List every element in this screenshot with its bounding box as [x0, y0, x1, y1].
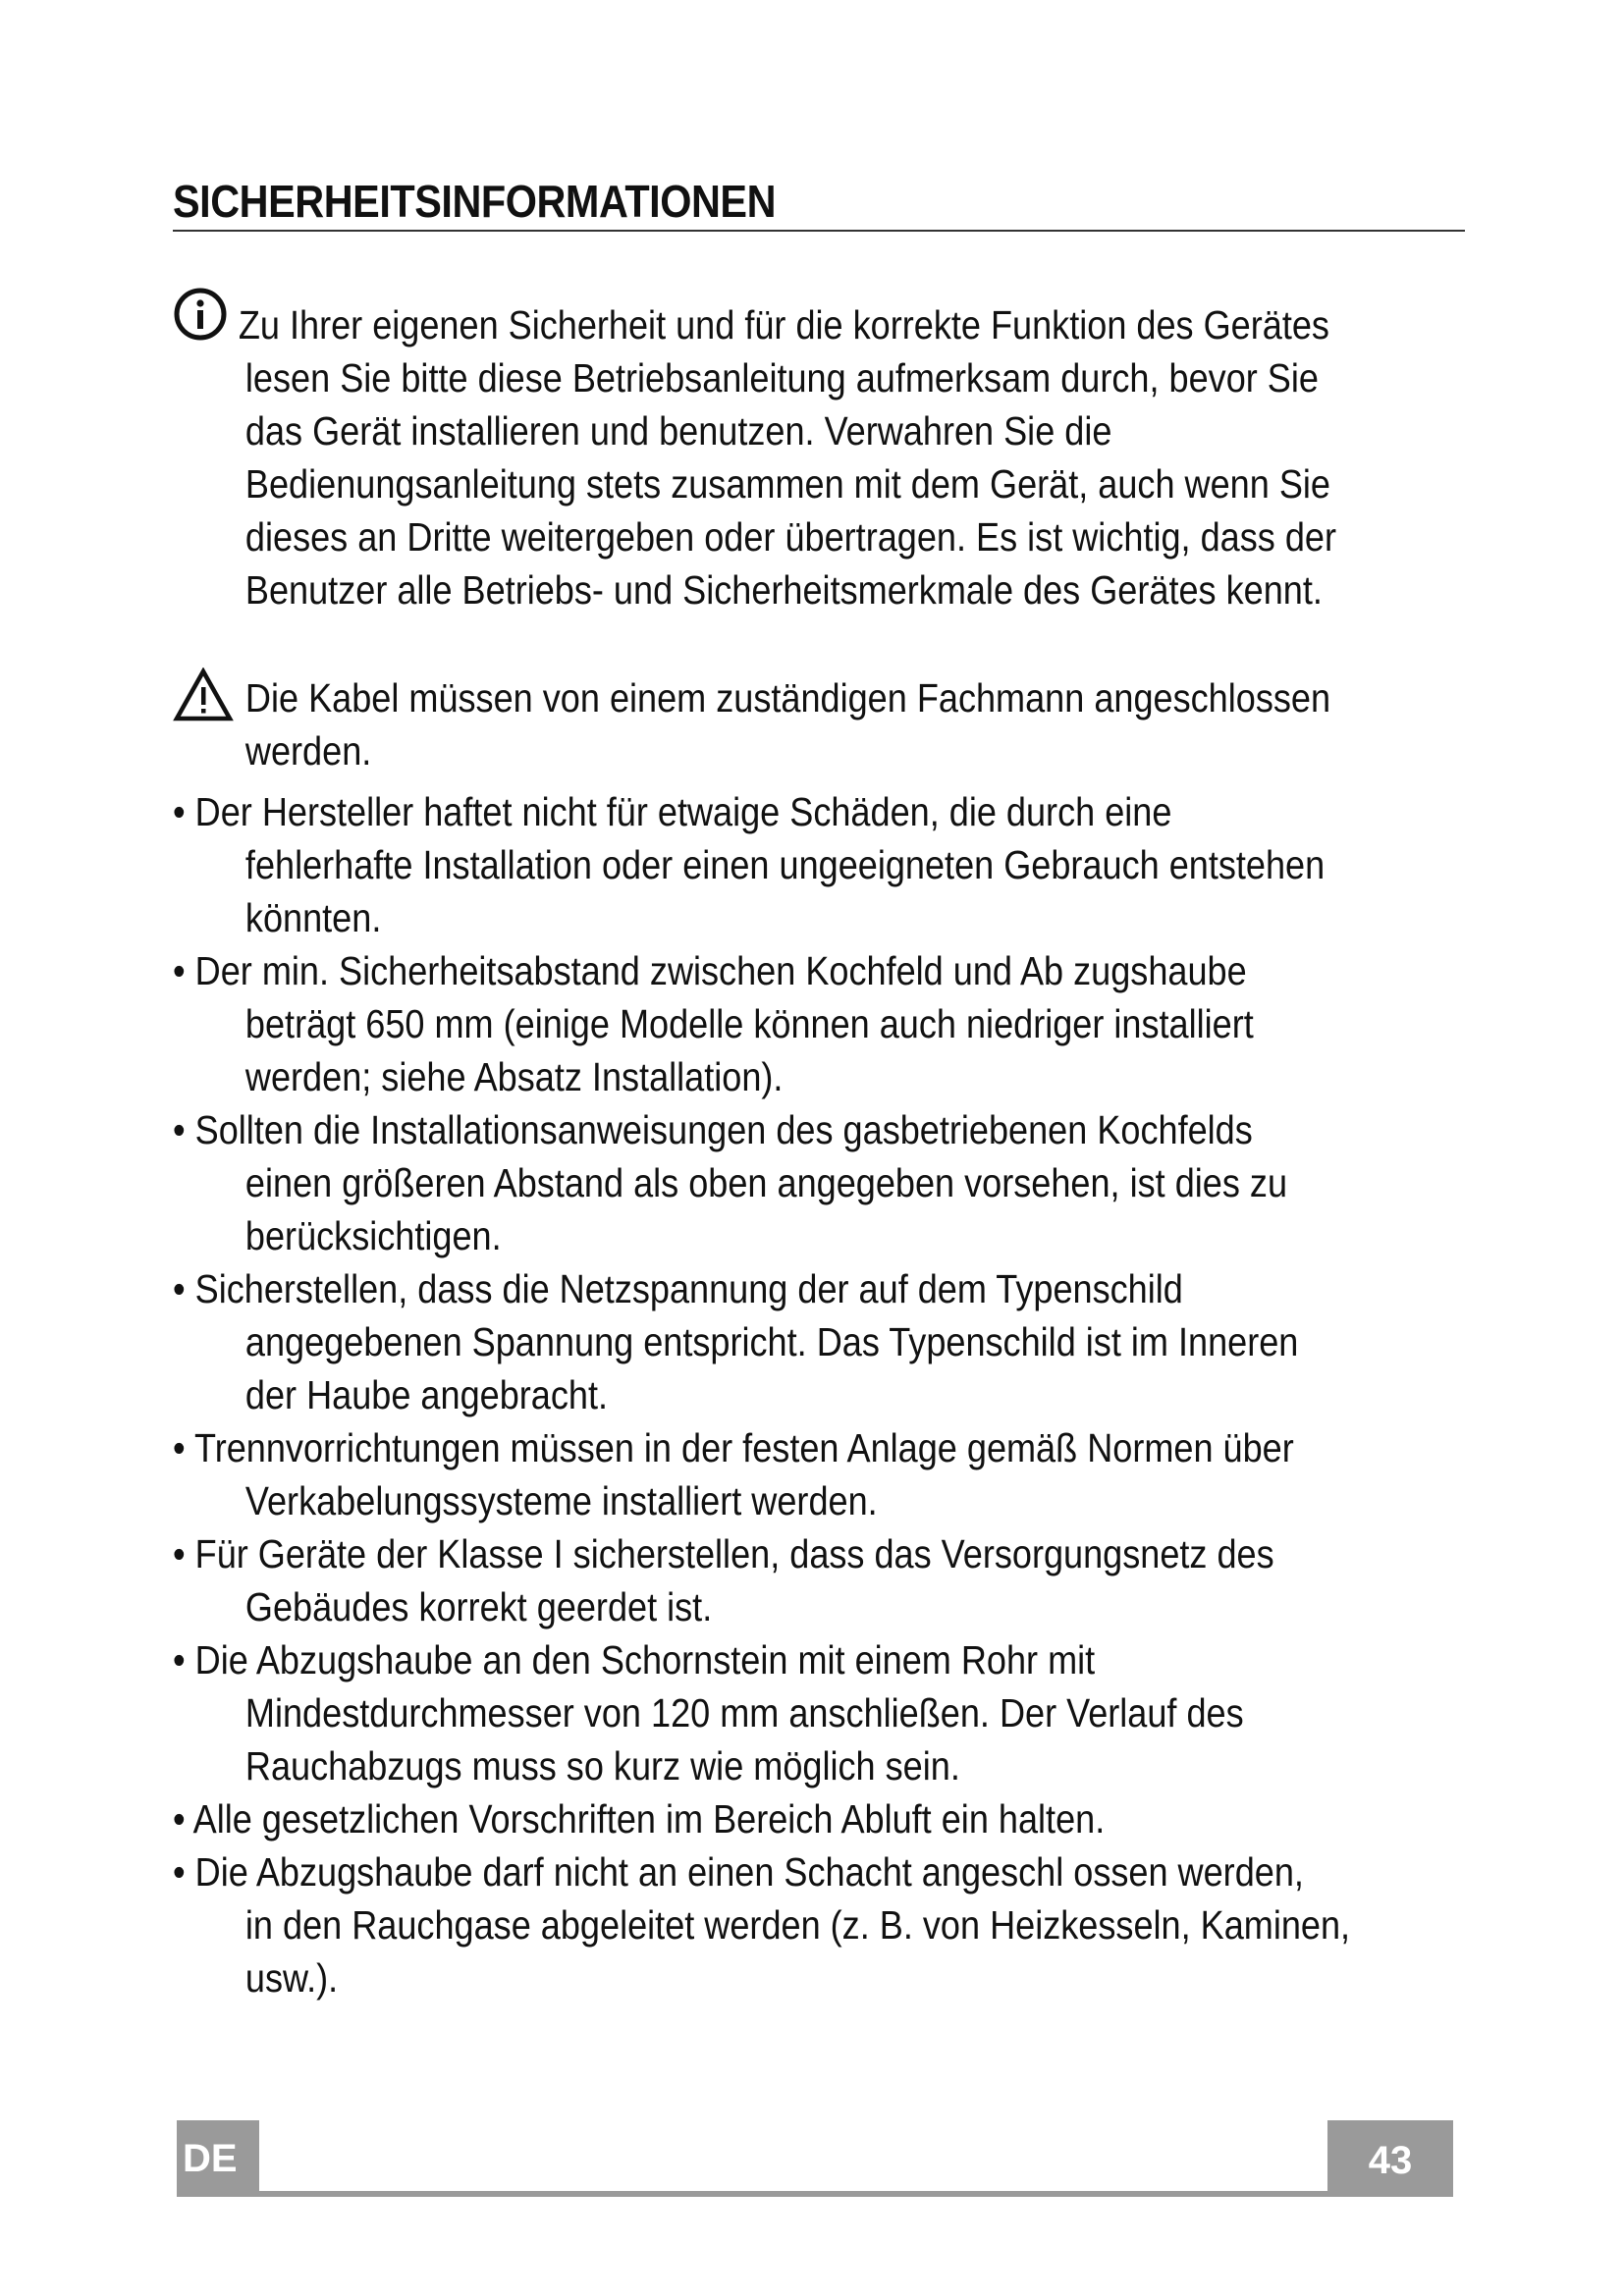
list-item-continuation: in den Rauchgase abgeleitet werden (z. B. von Heizkesseln, Kaminen,: [244, 1902, 1351, 1948]
bullet-list: [173, 785, 1469, 2004]
info-line: dieses an Dritte weitergeben oder übertragen. Es ist wichtig, dass der: [244, 514, 1336, 560]
list-item-continuation: Mindestdurchmesser von 120 mm anschließen. Der Verlauf des: [244, 1690, 1244, 1735]
list-item-continuation: Gebäudes korrekt geerdet ist.: [244, 1584, 713, 1629]
list-item-continuation: einen größeren Abstand als oben angegeben vorsehen, ist dies zu: [244, 1160, 1288, 1205]
warning-paragraph: [173, 671, 1469, 777]
page-title: SICHERHEITSINFORMATIONEN: [173, 176, 777, 227]
list-item-continuation: fehlerhafte Installation oder einen ungeeigneten Gebrauch entstehen: [244, 842, 1326, 887]
footer-rule: [177, 2191, 1453, 2197]
list-item-continuation: könnten.: [244, 895, 382, 940]
info-line: Zu Ihrer eigenen Sicherheit und für die korrekte Funktion des Gerätes: [238, 302, 1329, 347]
info-line: das Gerät installieren und benutzen. Verwahren Sie die: [244, 408, 1112, 454]
list-item-continuation: Verkabelungssysteme installiert werden.: [244, 1478, 878, 1523]
list-item-continuation: usw.).: [244, 1955, 339, 2001]
list-item-continuation: werden; siehe Absatz Installation).: [244, 1054, 784, 1099]
list-item-continuation: Rauchabzugs muss so kurz wie möglich sein.: [244, 1743, 960, 1789]
list-item: • Trennvorrichtungen müssen in der festen Anlage gemäß Normen über: [173, 1425, 1294, 1470]
info-line: lesen Sie bitte diese Betriebsanleitung aufmerksam durch, bevor Sie: [244, 355, 1319, 400]
list-item: • Sollten die Installationsanweisungen des gasbetriebenen Kochfelds: [173, 1107, 1253, 1152]
list-item: • Der min. Sicherheitsabstand zwischen Kochfeld und Ab zugshaube: [173, 948, 1247, 993]
list-item-continuation: beträgt 650 mm (einige Modelle können auch niedriger installiert: [244, 1001, 1254, 1046]
list-item-continuation: berücksichtigen.: [244, 1213, 502, 1258]
warning-line: werden.: [244, 728, 372, 774]
info-line: Bedienungsanleitung stets zusammen mit dem Gerät, auch wenn Sie: [244, 461, 1330, 507]
list-item: • Die Abzugshaube an den Schornstein mit einem Rohr mit: [173, 1637, 1096, 1682]
page-number: 43: [1327, 2120, 1453, 2197]
language-tab: DE: [177, 2120, 259, 2197]
list-item: • Die Abzugshaube darf nicht an einen Schacht angeschl ossen werden,: [173, 1849, 1304, 1895]
warning-line: Die Kabel müssen von einem zuständigen Fachmann angeschlossen: [244, 675, 1331, 721]
list-item: • Für Geräte der Klasse I sicherstellen, dass das Versorgungsnetz des: [173, 1531, 1274, 1576]
info-paragraph: [173, 298, 1469, 616]
list-item-continuation: angegebenen Spannung entspricht. Das Typenschild ist im Inneren: [244, 1319, 1299, 1364]
list-item: • Sicherstellen, dass die Netzspannung der auf dem Typenschild: [173, 1266, 1183, 1311]
title-divider: [173, 230, 1465, 232]
list-item-continuation: der Haube angebracht.: [244, 1372, 609, 1417]
list-item: • Der Hersteller haftet nicht für etwaige Schäden, die durch eine: [173, 789, 1172, 834]
list-item: • Alle gesetzlichen Vorschriften im Bereich Abluft ein halten.: [173, 1796, 1106, 1842]
info-line: Benutzer alle Betriebs- und Sicherheitsmerkmale des Gerätes kennt.: [244, 567, 1323, 613]
